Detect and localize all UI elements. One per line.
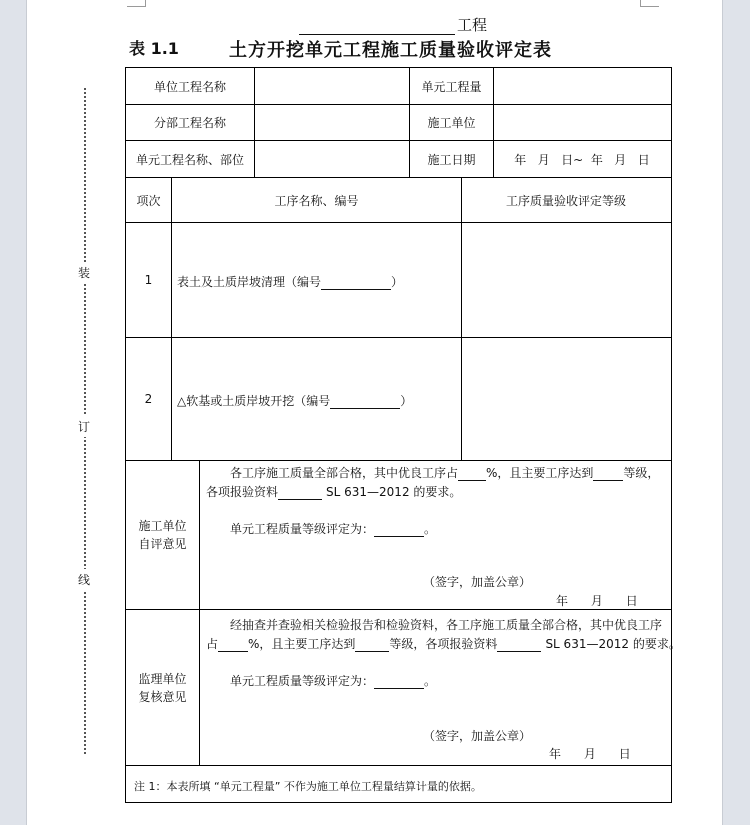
self-eval-grade-blank[interactable] xyxy=(374,524,424,537)
table-title: 土方开挖单元工程施工质量验收评定表 xyxy=(229,40,552,61)
row-2-code-blank[interactable] xyxy=(330,396,400,409)
supervisor-materials-blank[interactable] xyxy=(497,639,541,652)
table-rule xyxy=(199,460,200,765)
table-rule xyxy=(125,609,671,610)
project-name-line xyxy=(299,14,487,35)
crop-mark xyxy=(127,0,146,7)
supervisor-sign: （签字，加盖公章） xyxy=(423,729,532,743)
self-eval-date[interactable]: 年 月 日 xyxy=(556,594,638,608)
field-contractor[interactable] xyxy=(494,105,670,140)
supervisor-main-grade-blank[interactable] xyxy=(355,639,389,652)
self-eval-grade-line: 单元工程质量等级评定为： 。 xyxy=(230,522,437,536)
footnote: 注 1：本表所填 “单元工程量” 不作为施工单位工程量结算计量的依据。 xyxy=(134,780,482,793)
supervisor-date[interactable]: 年 月 日 xyxy=(549,747,631,761)
row-2-no: 2 xyxy=(144,392,153,406)
table-rule xyxy=(125,765,671,766)
materials-blank[interactable] xyxy=(278,487,322,500)
supervisor-line-1: 经抽查并查验相关检验报告和检验资料，各工序施工质量全部合格，其中优良工序 xyxy=(230,618,663,632)
field-unit-quantity[interactable] xyxy=(494,68,670,104)
supervisor-label: 监理单位 复核意见 xyxy=(138,671,187,704)
field-element-name-location[interactable] xyxy=(255,141,409,177)
self-eval-line-2: 各项报验资料 SL 631—2012 的要求。 xyxy=(206,485,462,499)
self-eval-label: 施工单位 自评意见 xyxy=(138,519,187,551)
self-eval-line-1: 各工序施工质量全部合格，其中优良工序占 %，且主要工序达到 等级， xyxy=(230,466,660,480)
row-1-code-blank[interactable] xyxy=(321,277,391,290)
label-construction-date: 施工日期 xyxy=(427,152,476,167)
binding-mark-ding: 订 xyxy=(78,416,90,437)
row-1-process-name: 表土及土质岸坡清理（编号 ） xyxy=(177,275,404,289)
field-unit-project-name[interactable] xyxy=(255,68,409,104)
table-rule xyxy=(125,460,671,461)
label-contractor: 施工单位 xyxy=(427,116,476,130)
project-suffix: 工程 xyxy=(457,16,488,34)
label-element-name-location: 单元工程名称、部位 xyxy=(135,152,244,167)
binding-mark-xian: 线 xyxy=(78,569,90,590)
main-process-grade-blank[interactable] xyxy=(593,468,623,481)
supervisor-excellent-ratio-blank[interactable] xyxy=(218,639,248,652)
supervisor-line-2: 占 %，且主要工序达到 等级，各项报验资料 SL 631—2012 的要求。 xyxy=(206,637,681,651)
excellent-ratio-blank[interactable] xyxy=(458,468,486,481)
label-sub-project-name: 分部工程名称 xyxy=(153,116,226,130)
label-unit-quantity: 单元工程量 xyxy=(421,79,482,94)
row-2-process-name: △软基或土质岸坡开挖（编号 ） xyxy=(177,394,413,408)
binding-mark-zhuang: 装 xyxy=(78,262,90,283)
header-quality-grade: 工序质量验收评定等级 xyxy=(505,193,626,208)
supervisor-grade-line: 单元工程质量等级评定为： 。 xyxy=(230,674,437,688)
row-1-no: 1 xyxy=(144,273,153,287)
supervisor-grade-blank[interactable] xyxy=(374,676,424,689)
self-eval-sign: （签字，加盖公章） xyxy=(423,575,532,589)
row-2-grade-field[interactable] xyxy=(462,338,670,460)
label-unit-project-name: 单位工程名称 xyxy=(153,79,226,94)
field-construction-date[interactable]: 年 月 日~ 年 月 日 xyxy=(514,152,650,167)
header-item-no: 项次 xyxy=(136,193,161,208)
field-sub-project-name[interactable] xyxy=(255,105,409,140)
table-number: 表 1.1 xyxy=(129,39,179,58)
crop-mark xyxy=(640,0,659,7)
row-1-grade-field[interactable] xyxy=(462,223,670,337)
project-name-blank[interactable] xyxy=(299,19,455,35)
header-process-name: 工序名称、编号 xyxy=(274,193,359,208)
